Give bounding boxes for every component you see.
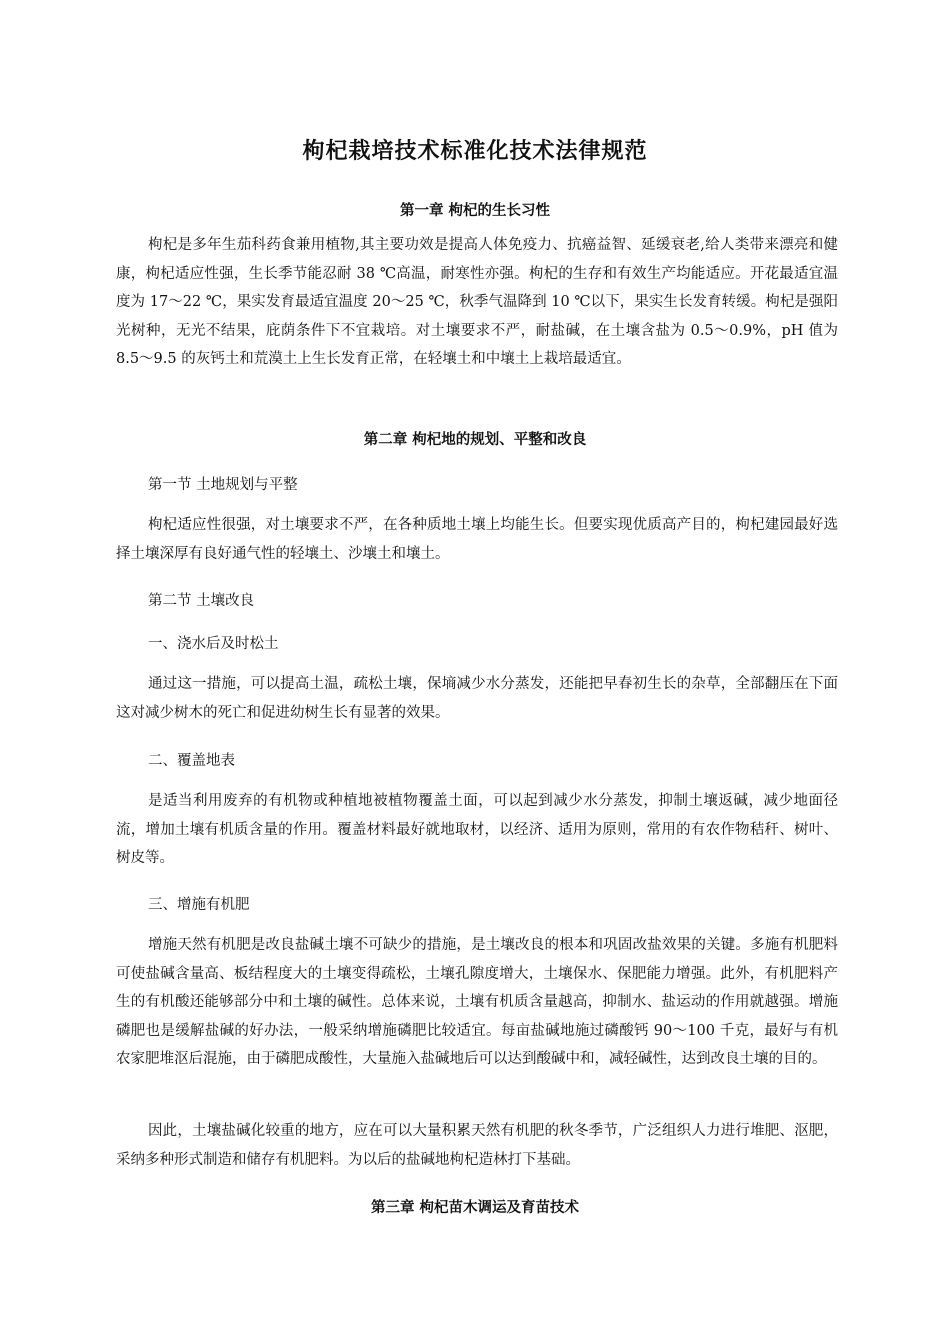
section-1-heading: 第一节 土地规划与平整	[148, 477, 298, 493]
section-1-paragraph: 枸杞适应性很强，对土壤要求不严，在各种质地土壤上均能生长。但要实现优质高产目的，枸杞建园最好选择土壤深厚有良好通气性的轻壤土、沙壤土和壤土。	[116, 517, 838, 562]
chapter-3-heading: 第三章 枸杞苗木调运及育苗技术	[370, 1200, 580, 1216]
chapter-2-heading: 第二章 枸杞地的规划、平整和改良	[363, 432, 587, 448]
item-3-paragraph-1: 增施天然有机肥是改良盐碱土壤不可缺少的措施，是土壤改良的根本和巩固改盐效果的关键。多施有机肥料可使盐碱含量高、板结程度大的土壤变得疏松，土壤孔隙度增大，土壤保水、保肥能力增强。此外，有机肥料产生的有机酸还能够部分中和土壤的碱性。总体来说，土壤有机质含量越高，抑制水、盐运动的作用就越强。增施磷肥也是缓解盐碱的好办法，一般采纳增施磷肥比较适宜。每亩盐碱地施过磷酸钙 90～100 千克，最好与有机农家肥堆沤后混施，由于磷肥成酸性，大量施入盐碱地后可以达到酸碱中和，减轻碱性，达到改良土壤的目的。	[116, 937, 838, 1068]
chapter-1-heading: 第一章 枸杞的生长习性	[399, 203, 551, 219]
document-title: 枸杞栽培技术标准化技术法律规范	[302, 139, 648, 164]
item-2-heading: 二、覆盖地表	[148, 753, 235, 769]
item-3-heading: 三、增施有机肥	[148, 897, 250, 913]
chapter-1-paragraph: 枸杞是多年生茄科药食兼用植物,其主要功效是提高人体免疫力、抗癌益智、延缓衰老,给人类带来漂亮和健康，枸杞适应性强，生长季节能忍耐 38 ℃高温，耐寒性亦强。枸杞的生存和有效生产均能适应。开花最适宜温度为 17～22 ℃，果实发育最适宜温度 20～25 ℃，秋季气温降到 10 ℃以下，果实生长发育转缓。枸杞是强阳光树种，无光不结果，庇荫条件下不宜栽培。对土壤要求不严，耐盐碱，在土壤含盐为 0.5～0.9%，pH 值为 8.5～9.5 的灰钙土和荒漠土上生长发育正常，在轻壤土和中壤土上栽培最适宜。	[116, 237, 838, 368]
item-1-paragraph: 通过这一措施，可以提高土温，疏松土壤，保墒减少水分蒸发，还能把早春初生长的杂草，全部翻压在下面这对减少树木的死亡和促进幼树生长有显著的效果。	[116, 676, 838, 721]
item-3-paragraph-2: 因此，土壤盐碱化较重的地方，应在可以大量积累天然有机肥的秋冬季节，广泛组织人力进行堆肥、沤肥，采纳多种形式制造和储存有机肥料。为以后的盐碱地枸杞造林打下基础。	[116, 1123, 838, 1168]
item-1-heading: 一、浇水后及时松土	[148, 636, 279, 652]
section-2-heading: 第二节 土壤改良	[148, 593, 255, 609]
item-2-paragraph: 是适当利用废弃的有机物或种植地被植物覆盖土面，可以起到减少水分蒸发，抑制土壤返碱，减少地面径流，增加土壤有机质含量的作用。覆盖材料最好就地取材，以经济、适用为原则，常用的有农作物秸秆、树叶、树皮等。	[116, 793, 838, 867]
